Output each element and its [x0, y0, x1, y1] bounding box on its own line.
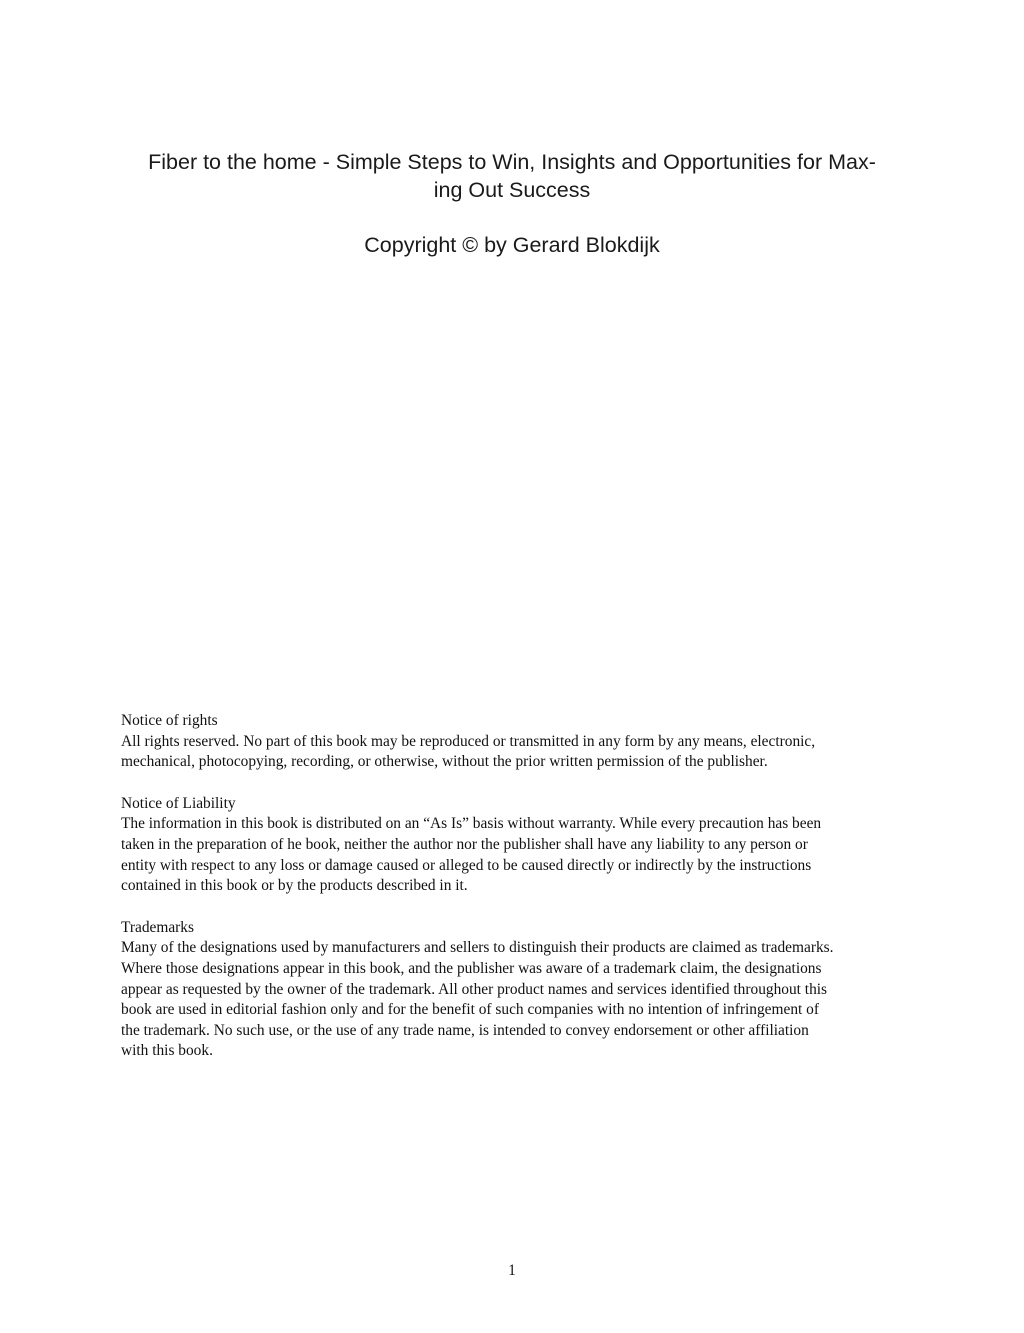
trademarks-line: with this book. — [121, 1042, 213, 1060]
book-title-line-1: Fiber to the home - Simple Steps to Win, Insights and Opportunities for Max- — [148, 150, 876, 174]
legal-notices — [121, 711, 911, 1083]
trademarks-line: the trademark. No such use, or the use of any trade name, is intended to convey endorsement or other affiliation — [121, 1021, 809, 1039]
notice-of-liability-section — [121, 794, 911, 897]
notice-of-rights-section — [121, 711, 911, 773]
notice-of-liability-line: The information in this book is distributed on an “As Is” basis without warranty. While every precaution has been — [121, 815, 822, 833]
notice-of-rights-heading: Notice of rights — [121, 712, 218, 729]
copyright-line: Copyright © by Gerard Blokdijk — [364, 233, 660, 257]
book-title — [110, 148, 914, 204]
trademarks-line: Where those designations appear in this book, and the publisher was aware of a trademark claim, the designations — [121, 959, 822, 977]
trademarks-section — [121, 918, 911, 1062]
page-number: 1 — [508, 1262, 516, 1279]
notice-of-liability-heading: Notice of Liability — [121, 794, 236, 812]
book-title-line-2: ing Out Success — [433, 178, 591, 202]
trademarks-line: appear as requested by the owner of the trademark. All other product names and services identified throughout this — [121, 980, 828, 998]
notice-of-rights-line: All rights reserved. No part of this book may be reproduced or transmitted in any form by any means, electronic, — [121, 732, 816, 750]
notice-of-liability-line: taken in the preparation of he book, neither the author nor the publisher shall have any liability to any person or — [121, 835, 808, 853]
notice-of-rights-line: mechanical, photocopying, recording, or otherwise, without the prior written permission of the publisher. — [121, 753, 768, 771]
trademarks-line: Many of the designations used by manufacturers and sellers to distinguish their products are claimed as trademarks. — [121, 939, 834, 957]
trademarks-heading: Trademarks — [121, 918, 194, 936]
trademarks-line: book are used in editorial fashion only and for the benefit of such companies with no intention of infringement of — [121, 1001, 819, 1019]
notice-of-liability-line: contained in this book or by the products described in it. — [121, 877, 468, 895]
notice-of-liability-line: entity with respect to any loss or damage caused or alleged to be caused directly or indirectly by the instructions — [121, 856, 812, 874]
